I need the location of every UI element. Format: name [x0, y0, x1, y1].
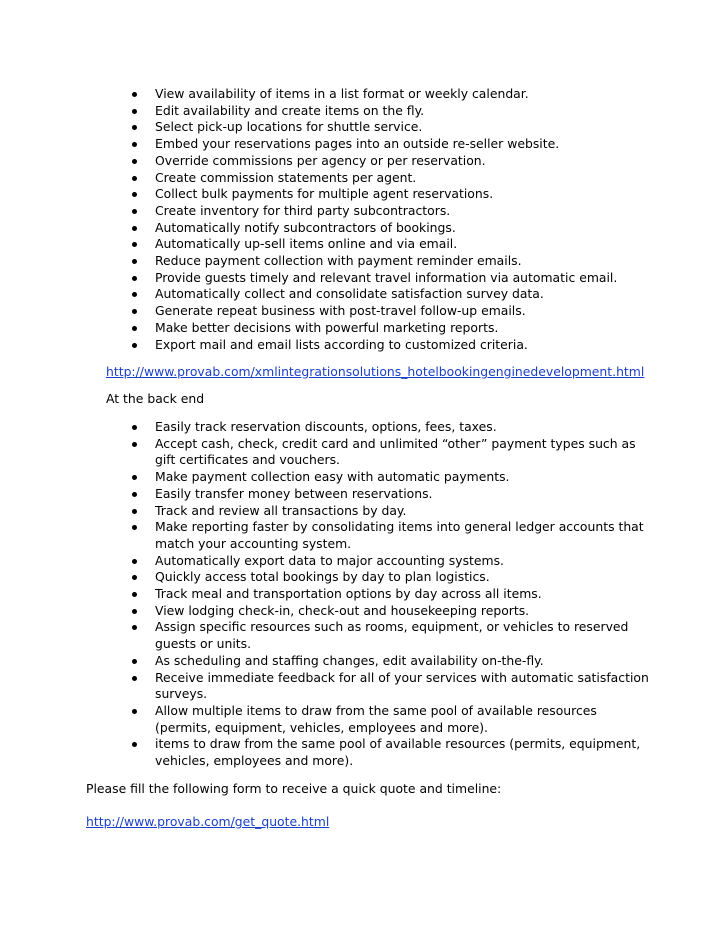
list-item: View lodging check-in, check-out and housekeeping reports. [155, 603, 655, 620]
list-item: Create commission statements per agent. [155, 170, 655, 187]
list-item: Receive immediate feedback for all of your services with automatic satisfaction surveys. [155, 670, 655, 703]
get-quote-link[interactable]: http://www.provab.com/get_quote.html [86, 814, 330, 829]
quote-instruction-text: Please fill the following form to receive a quick quote and timeline: [86, 781, 502, 796]
list-item: Track and review all transactions by day. [155, 503, 655, 520]
list-item: Make reporting faster by consolidating items into general ledger accounts that match your accounting system. [155, 519, 655, 552]
list-item: View availability of items in a list format or weekly calendar. [155, 86, 655, 103]
back-end-heading: At the back end [106, 391, 205, 406]
list-item: Generate repeat business with post-travel follow-up emails. [155, 303, 655, 320]
list-item: Embed your reservations pages into an outside re-seller website. [155, 136, 655, 153]
feature-list-back-end [155, 419, 655, 770]
list-item: Override commissions per agency or per reservation. [155, 153, 655, 170]
feature-list-top [155, 86, 655, 353]
list-item: Export mail and email lists according to customized criteria. [155, 337, 655, 354]
list-item: Automatically export data to major accounting systems. [155, 553, 655, 570]
list-item: Accept cash, check, credit card and unlimited “other” payment types such as gift certificates and vouchers. [155, 436, 655, 469]
list-item: Easily transfer money between reservations. [155, 486, 655, 503]
list-item: items to draw from the same pool of available resources (permits, equipment, vehicles, employees and more). [155, 736, 655, 769]
list-item: Edit availability and create items on the fly. [155, 103, 655, 120]
list-item: Make better decisions with powerful marketing reports. [155, 320, 655, 337]
list-item: Automatically notify subcontractors of bookings. [155, 220, 655, 237]
list-item: Allow multiple items to draw from the same pool of available resources (permits, equipment, vehicles, employees and more). [155, 703, 655, 736]
list-item: Track meal and transportation options by day across all items. [155, 586, 655, 603]
list-item: As scheduling and staffing changes, edit availability on-the-fly. [155, 653, 655, 670]
list-item: Create inventory for third party subcontractors. [155, 203, 655, 220]
list-item: Assign specific resources such as rooms, equipment, or vehicles to reserved guests or units. [155, 619, 655, 652]
list-item: Make payment collection easy with automatic payments. [155, 469, 655, 486]
hotel-booking-engine-link[interactable]: http://www.provab.com/xmlintegrationsolutions_hotelbookingenginedevelopment.html [106, 364, 645, 379]
list-item: Collect bulk payments for multiple agent reservations. [155, 186, 655, 203]
list-item: Easily track reservation discounts, options, fees, taxes. [155, 419, 655, 436]
list-item: Select pick-up locations for shuttle service. [155, 119, 655, 136]
list-item: Quickly access total bookings by day to plan logistics. [155, 569, 655, 586]
list-item: Provide guests timely and relevant travel information via automatic email. [155, 270, 655, 287]
list-item: Automatically collect and consolidate satisfaction survey data. [155, 286, 655, 303]
list-item: Reduce payment collection with payment reminder emails. [155, 253, 655, 270]
list-item: Automatically up-sell items online and via email. [155, 236, 655, 253]
